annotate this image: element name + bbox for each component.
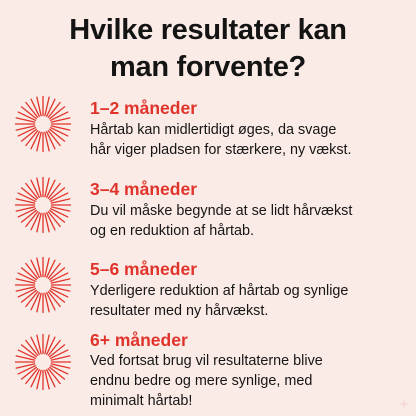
step-description-line: endnu bedre og mere synlige, med bbox=[90, 373, 313, 389]
page-title-line-1: Hvilke resultater kan bbox=[69, 14, 347, 46]
sparkle-icon bbox=[398, 398, 410, 410]
step-description-line: Hårtab kan midlertidigt øges, da svage bbox=[90, 122, 337, 138]
step-description-line: hår viger pladsen for stærkere, ny vækst. bbox=[90, 142, 352, 158]
step-description bbox=[90, 201, 412, 241]
step-description-line: Ved fortsat brug vil resultaterne blive bbox=[90, 353, 323, 369]
step-description bbox=[90, 351, 412, 411]
step-heading: 1–2 måneder bbox=[90, 98, 198, 118]
step-heading: 6+ måneder bbox=[90, 330, 188, 350]
step-description-line: resultater med ny hårvækst. bbox=[90, 303, 269, 319]
step-description-line: Du vil måske begynde at se lidt hårvækst bbox=[90, 203, 353, 219]
sunburst-icon bbox=[14, 256, 72, 314]
step-heading: 5–6 måneder bbox=[90, 259, 198, 279]
page-title-line-2: man forvente? bbox=[110, 51, 306, 83]
step-description-line: og en reduktion af hårtab. bbox=[90, 223, 255, 239]
sunburst-icon bbox=[14, 176, 72, 234]
step-heading: 3–4 måneder bbox=[90, 179, 198, 199]
sunburst-icon bbox=[14, 333, 72, 391]
step-description bbox=[90, 281, 412, 321]
step-description-line: Yderligere reduktion af hårtab og synlige bbox=[90, 283, 349, 299]
step-description-line: minimalt hårtab! bbox=[90, 393, 193, 409]
sunburst-icon bbox=[14, 95, 72, 153]
step-description bbox=[90, 120, 412, 160]
page-title bbox=[0, 12, 416, 86]
